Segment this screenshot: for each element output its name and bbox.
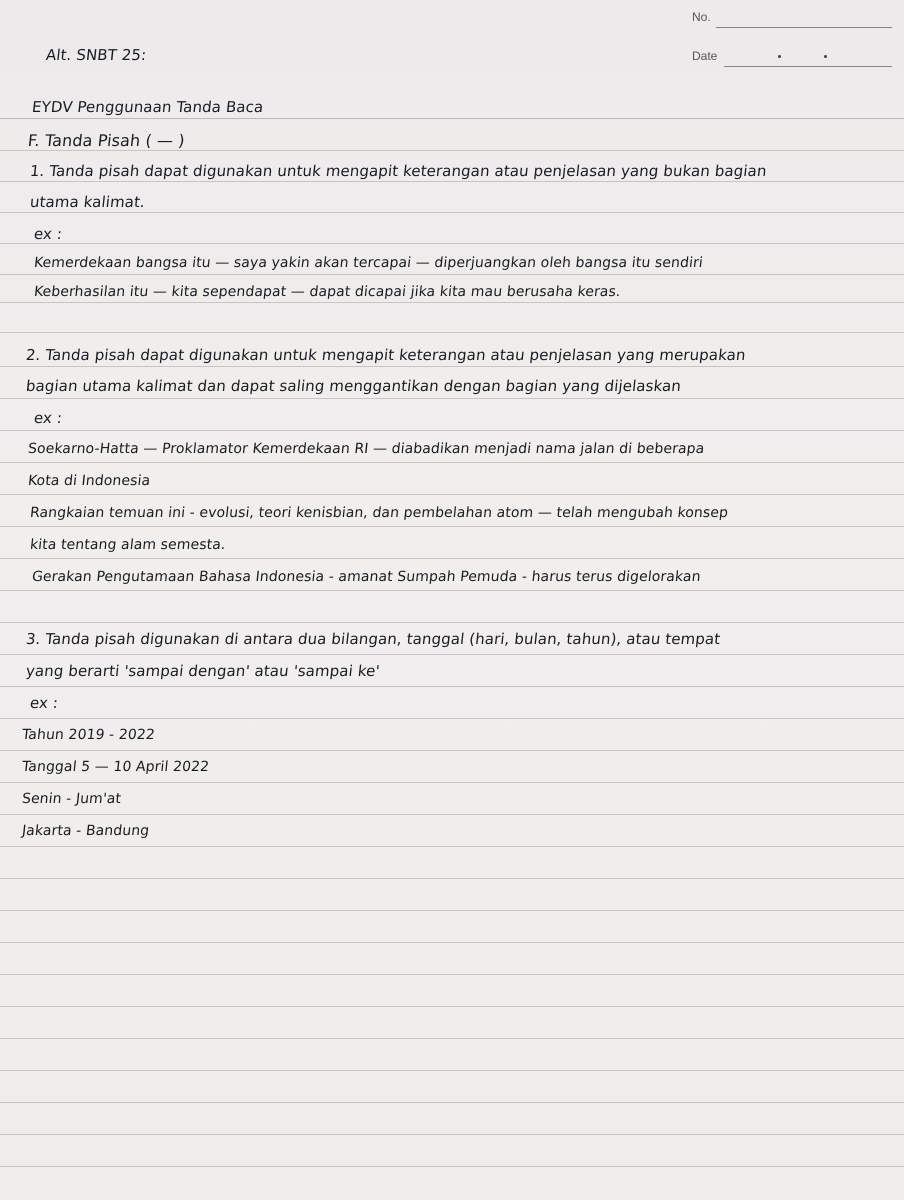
ruled-line	[0, 181, 904, 182]
ruled-line	[0, 212, 904, 213]
ruled-line	[0, 1006, 904, 1007]
no-label: No.	[692, 10, 711, 24]
ruled-line	[0, 332, 904, 333]
ruled-line	[0, 366, 904, 367]
ruled-line	[0, 398, 904, 399]
ruled-line	[0, 494, 904, 495]
ruled-line	[0, 462, 904, 463]
rule-text-line: 3. Tanda pisah digunakan di antara dua bilangan, tanggal (hari, bulan, tahun), atau tempat	[25, 630, 722, 648]
top-note: Alt. SNBT 25:	[45, 46, 148, 64]
ruled-line	[0, 942, 904, 943]
example-line: kita tentang alam semesta.	[29, 537, 227, 553]
ruled-line	[0, 526, 904, 527]
ruled-line	[0, 878, 904, 879]
example-line: Senin - Jum'at	[21, 791, 122, 807]
example-line: Tahun 2019 - 2022	[21, 727, 156, 743]
ruled-line	[0, 302, 904, 303]
date-separator-dot	[824, 55, 827, 58]
ruled-line	[0, 558, 904, 559]
ruled-line	[0, 118, 904, 119]
date-label: Date	[692, 49, 718, 63]
date-line	[724, 66, 892, 67]
section-heading: F. Tanda Pisah ( — )	[27, 131, 186, 150]
ruled-line	[0, 430, 904, 431]
example-line: Gerakan Pengutamaan Bahasa Indonesia - amanat Sumpah Pemuda - harus terus digelorakan	[31, 569, 702, 585]
ruled-line	[0, 1038, 904, 1039]
ruled-line	[0, 243, 904, 244]
ruled-line	[0, 718, 904, 719]
example-line: Tanggal 5 — 10 April 2022	[21, 759, 210, 775]
ruled-line	[0, 814, 904, 815]
page-title: EYDV Penggunaan Tanda Baca	[31, 98, 265, 116]
example-label: ex :	[33, 225, 64, 243]
ruled-line	[0, 590, 904, 591]
example-line: Kota di Indonesia	[27, 473, 152, 489]
rule-text-line: utama kalimat.	[29, 193, 146, 211]
example-label: ex :	[33, 409, 64, 427]
no-line	[716, 27, 892, 28]
date-separator-dot	[778, 55, 781, 58]
ruled-line	[0, 974, 904, 975]
ruled-line	[0, 846, 904, 847]
example-label: ex :	[29, 694, 60, 712]
rule-text-line: 2. Tanda pisah dapat digunakan untuk mengapit keterangan atau penjelasan yang merupakan	[25, 346, 747, 364]
example-line: Rangkaian temuan ini - evolusi, teori kenisbian, dan pembelahan atom — telah mengubah konsep	[29, 505, 729, 521]
ruled-line	[0, 686, 904, 687]
ruled-line	[0, 274, 904, 275]
example-line: Jakarta - Bandung	[21, 823, 151, 839]
rule-text-line: yang berarti 'sampai dengan' atau 'sampai ke'	[25, 662, 381, 680]
ruled-line	[0, 1166, 904, 1167]
rule-text-line: 1. Tanda pisah dapat digunakan untuk mengapit keterangan atau penjelasan yang bukan bagian	[29, 162, 768, 180]
example-line: Soekarno-Hatta — Proklamator Kemerdekaan RI — diabadikan menjadi nama jalan di beberapa	[27, 441, 706, 457]
ruled-line	[0, 654, 904, 655]
ruled-line	[0, 1134, 904, 1135]
example-line: Keberhasilan itu — kita sependapat — dapat dicapai jika kita mau berusaha keras.	[33, 284, 622, 300]
ruled-line	[0, 150, 904, 151]
ruled-line	[0, 910, 904, 911]
ruled-line	[0, 782, 904, 783]
rule-text-line: bagian utama kalimat dan dapat saling menggantikan dengan bagian yang dijelaskan	[25, 377, 682, 395]
ruled-line	[0, 1102, 904, 1103]
ruled-line	[0, 750, 904, 751]
ruled-line	[0, 622, 904, 623]
ruled-line	[0, 1070, 904, 1071]
example-line: Kemerdekaan bangsa itu — saya yakin akan tercapai — diperjuangkan oleh bangsa itu sendiri	[33, 255, 704, 271]
